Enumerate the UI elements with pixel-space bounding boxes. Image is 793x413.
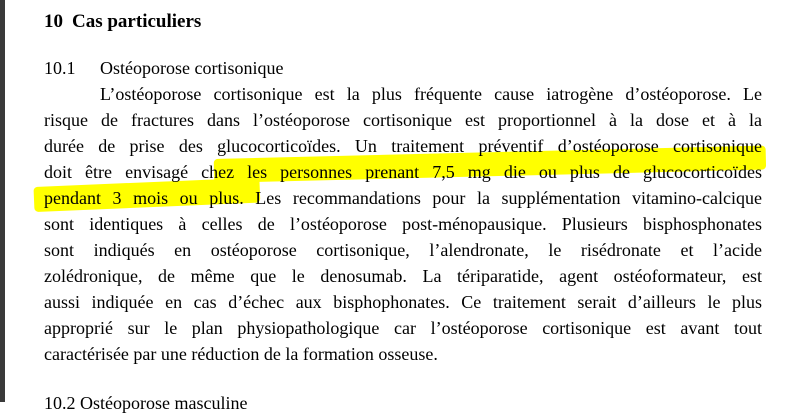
subsection-number: 10.1	[44, 58, 76, 78]
page-left-border	[0, 0, 5, 402]
section-heading	[44, 11, 201, 33]
paragraph-line: approprié sur le plan physiopathologique car l’ostéoporose cortisonique est avant tout	[44, 318, 762, 338]
paragraph-line: aussi indiquée en cas d’échec aux bisphophonates. Ce traitement serait d’ailleurs le plus	[44, 292, 762, 312]
paragraph-line: durée de prise des glucocorticoïdes. Un traitement préventif d’ostéoporose cortisonique	[44, 136, 762, 156]
next-subsection-heading-text: 10.2 Ostéoporose masculine	[44, 393, 248, 413]
paragraph-line: zolédronique, de même que le denosumab. La tériparatide, agent ostéoformateur, est	[44, 266, 762, 286]
paragraph-line-highlighted: pendant 3 mois ou plus. Les recommandations pour la supplémentation vitamino-calcique	[44, 188, 762, 208]
paragraph-line: L’ostéoporose cortisonique est la plus fréquente cause iatrogène d’ostéoporose. Le	[100, 84, 762, 104]
next-subsection-heading-cropped	[44, 393, 344, 413]
paragraph-line-highlighted: doit être envisagé chez les personnes prenant 7,5 mg die ou plus de glucocorticoïdes	[44, 162, 762, 182]
section-title: Cas particuliers	[72, 11, 202, 32]
subsection-title: Ostéoporose cortisonique	[100, 58, 284, 78]
paragraph-line: caractérisée par une réduction de la formation osseuse.	[44, 344, 438, 364]
paragraph-line: sont indiqués en ostéoporose cortisonique, l’alendronate, le risédronate et l’acide	[44, 240, 762, 260]
section-number: 10	[44, 11, 63, 32]
paragraph-line: risque de fractures dans l’ostéoporose cortisonique est proportionnel à la dose et à la	[44, 110, 762, 130]
paragraph-line: sont identiques à celles de l’ostéoporose post-ménopausique. Plusieurs bisphosphonates	[44, 214, 762, 234]
